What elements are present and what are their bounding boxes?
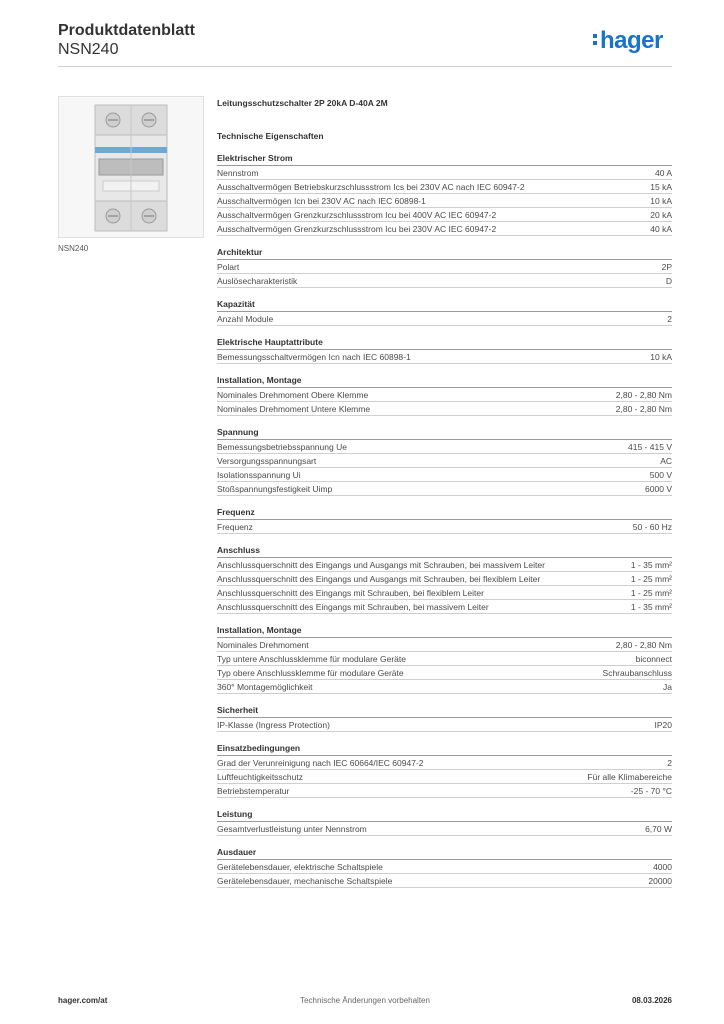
spec-row	[217, 520, 672, 534]
footer-disclaimer: Technische Änderungen vorbehalten	[300, 996, 430, 1005]
spec-label: Nominales Drehmoment Obere Klemme	[217, 390, 369, 400]
header-divider	[58, 66, 672, 67]
spec-section	[217, 427, 672, 496]
spec-label: Bemessungsbetriebsspannung Ue	[217, 442, 347, 452]
section-title: Einsatzbedingungen	[217, 743, 672, 756]
spec-row	[217, 222, 672, 236]
tech-properties-heading: Technische Eigenschaften	[217, 131, 324, 141]
spec-value: 2,80 - 2,80 Nm	[615, 640, 672, 650]
spec-label: Anschlussquerschnitt des Eingangs mit Schrauben, bei massivem Leiter	[217, 602, 489, 612]
spec-label: Frequenz	[217, 522, 253, 532]
spec-value: 10 kA	[650, 196, 672, 206]
spec-row	[217, 402, 672, 416]
spec-section	[217, 247, 672, 288]
spec-row	[217, 756, 672, 770]
spec-value: 20000	[648, 876, 672, 886]
spec-value: AC	[660, 456, 672, 466]
spec-value: 1 - 25 mm²	[630, 588, 672, 598]
spec-label: Gerätelebensdauer, mechanische Schaltspiele	[217, 876, 393, 886]
spec-label: Stoßspannungsfestigkeit Uimp	[217, 484, 333, 494]
spec-label: Anschlussquerschnitt des Eingangs und Ausgangs mit Schrauben, bei massivem Leiter	[217, 560, 545, 570]
spec-label: 360° Montagemöglichkeit	[217, 682, 313, 692]
spec-row	[217, 260, 672, 274]
spec-section	[217, 299, 672, 326]
image-caption: NSN240	[58, 244, 89, 253]
spec-row	[217, 166, 672, 180]
spec-value: 10 kA	[650, 352, 672, 362]
spec-label: Polart	[217, 262, 240, 272]
spec-section	[217, 809, 672, 836]
spec-section	[217, 153, 672, 236]
spec-row	[217, 274, 672, 288]
spec-value: 1 - 35 mm²	[630, 602, 672, 612]
spec-label: Ausschaltvermögen Icn bei 230V AC nach IEC 60898-1	[217, 196, 426, 206]
spec-label: Nennstrom	[217, 168, 259, 178]
spec-row	[217, 468, 672, 482]
section-title: Anschluss	[217, 545, 672, 558]
spec-row	[217, 586, 672, 600]
spec-value: biconnect	[635, 654, 672, 664]
spec-label: Anzahl Module	[217, 314, 274, 324]
section-title: Leistung	[217, 809, 672, 822]
spec-value: 50 - 60 Hz	[632, 522, 672, 532]
section-title: Spannung	[217, 427, 672, 440]
spec-value: Für alle Klimabereiche	[587, 772, 672, 782]
spec-section	[217, 705, 672, 732]
spec-value: Ja	[663, 682, 672, 692]
spec-content	[217, 96, 672, 888]
spec-value: Schraubanschluss	[602, 668, 672, 678]
section-title: Kapazität	[217, 299, 672, 312]
spec-label: Betriebstemperatur	[217, 786, 290, 796]
spec-value: 40 A	[654, 168, 672, 178]
spec-value: 2P	[661, 262, 672, 272]
spec-value: 1 - 25 mm²	[630, 574, 672, 584]
spec-row	[217, 180, 672, 194]
spec-row	[217, 572, 672, 586]
spec-section	[217, 545, 672, 614]
spec-section	[217, 743, 672, 798]
spec-value: 6000 V	[645, 484, 672, 494]
section-title: Elektrische Hauptattribute	[217, 337, 672, 350]
spec-value: 2,80 - 2,80 Nm	[615, 404, 672, 414]
product-image	[58, 96, 204, 238]
spec-row	[217, 208, 672, 222]
spec-row	[217, 558, 672, 572]
spec-row	[217, 350, 672, 364]
spec-value: 40 kA	[650, 224, 672, 234]
spec-label: Anschlussquerschnitt des Eingangs und Ausgangs mit Schrauben, bei flexiblem Leiter	[217, 574, 541, 584]
spec-row	[217, 680, 672, 694]
spec-value: 1 - 35 mm²	[630, 560, 672, 570]
spec-label: Bemessungsschaltvermögen Icn nach IEC 60898-1	[217, 352, 411, 362]
spec-value: IP20	[654, 720, 672, 730]
spec-label: Ausschaltvermögen Betriebskurzschlussstrom Ics bei 230V AC nach IEC 60947-2	[217, 182, 525, 192]
spec-row	[217, 482, 672, 496]
section-title: Frequenz	[217, 507, 672, 520]
spec-label: Typ obere Anschlussklemme für modulare Geräte	[217, 668, 404, 678]
spec-label: Ausschaltvermögen Grenzkurzschlussstrom Icu bei 400V AC IEC 60947-2	[217, 210, 497, 220]
spec-row	[217, 312, 672, 326]
spec-row	[217, 440, 672, 454]
footer-date: 08.03.2026	[631, 996, 672, 1005]
document-subtitle: NSN240	[58, 41, 119, 58]
spec-label: Gesamtverlustleistung unter Nennstrom	[217, 824, 367, 834]
spec-row	[217, 822, 672, 836]
spec-row	[217, 638, 672, 652]
spec-label: Luftfeuchtigkeitsschutz	[217, 772, 303, 782]
section-title: Installation, Montage	[217, 375, 672, 388]
spec-label: Anschlussquerschnitt des Eingangs mit Schrauben, bei flexiblem Leiter	[217, 588, 484, 598]
spec-value: 20 kA	[650, 210, 672, 220]
spec-section	[217, 337, 672, 364]
spec-label: Auslösecharakteristik	[217, 276, 298, 286]
section-title: Architektur	[217, 247, 672, 260]
spec-section	[217, 375, 672, 416]
spec-value: 6,70 W	[645, 824, 672, 834]
footer-website: hager.com/at	[58, 996, 108, 1005]
spec-row	[217, 874, 672, 888]
hager-logo	[593, 29, 663, 53]
spec-value: 415 - 415 V	[628, 442, 672, 452]
spec-row	[217, 784, 672, 798]
section-title: Ausdauer	[217, 847, 672, 860]
spec-row	[217, 600, 672, 614]
spec-value: 2	[667, 314, 672, 324]
spec-section	[217, 507, 672, 534]
section-title: Elektrischer Strom	[217, 153, 672, 166]
spec-row	[217, 454, 672, 468]
spec-row	[217, 770, 672, 784]
spec-label: Versorgungsspannungsart	[217, 456, 317, 466]
spec-label: Grad der Verunreinigung nach IEC 60664/IEC 60947-2	[217, 758, 424, 768]
logo-text: hager	[600, 27, 663, 54]
spec-section	[217, 847, 672, 888]
spec-row	[217, 666, 672, 680]
spec-row	[217, 718, 672, 732]
spec-value: 2,80 - 2,80 Nm	[615, 390, 672, 400]
spec-value: 500 V	[649, 470, 672, 480]
spec-value: D	[665, 276, 672, 286]
spec-value: -25 - 70 °C	[630, 786, 672, 796]
spec-label: Nominales Drehmoment Untere Klemme	[217, 404, 371, 414]
spec-label: Ausschaltvermögen Grenzkurzschlussstrom Icu bei 230V AC IEC 60947-2	[217, 224, 497, 234]
spec-label: IP-Klasse (Ingress Protection)	[217, 720, 330, 730]
spec-row	[217, 860, 672, 874]
section-title: Sicherheit	[217, 705, 672, 718]
spec-value: 15 kA	[650, 182, 672, 192]
document-title: Produktdatenblatt	[58, 22, 195, 39]
spec-value: 4000	[653, 862, 672, 872]
circuit-breaker-illustration	[59, 97, 203, 237]
spec-section	[217, 625, 672, 694]
spec-label: Typ untere Anschlussklemme für modulare Geräte	[217, 654, 406, 664]
spec-row	[217, 652, 672, 666]
product-name: Leitungsschutzschalter 2P 20kA D-40A 2M	[217, 98, 388, 108]
spec-row	[217, 194, 672, 208]
spec-label: Isolationsspannung Ui	[217, 470, 301, 480]
logo-dots-icon	[593, 34, 598, 48]
spec-label: Nominales Drehmoment	[217, 640, 309, 650]
document-header	[58, 21, 195, 59]
spec-sections	[217, 153, 672, 888]
spec-row	[217, 388, 672, 402]
section-title: Installation, Montage	[217, 625, 672, 638]
spec-value: 2	[667, 758, 672, 768]
spec-label: Gerätelebensdauer, elektrische Schaltspiele	[217, 862, 383, 872]
